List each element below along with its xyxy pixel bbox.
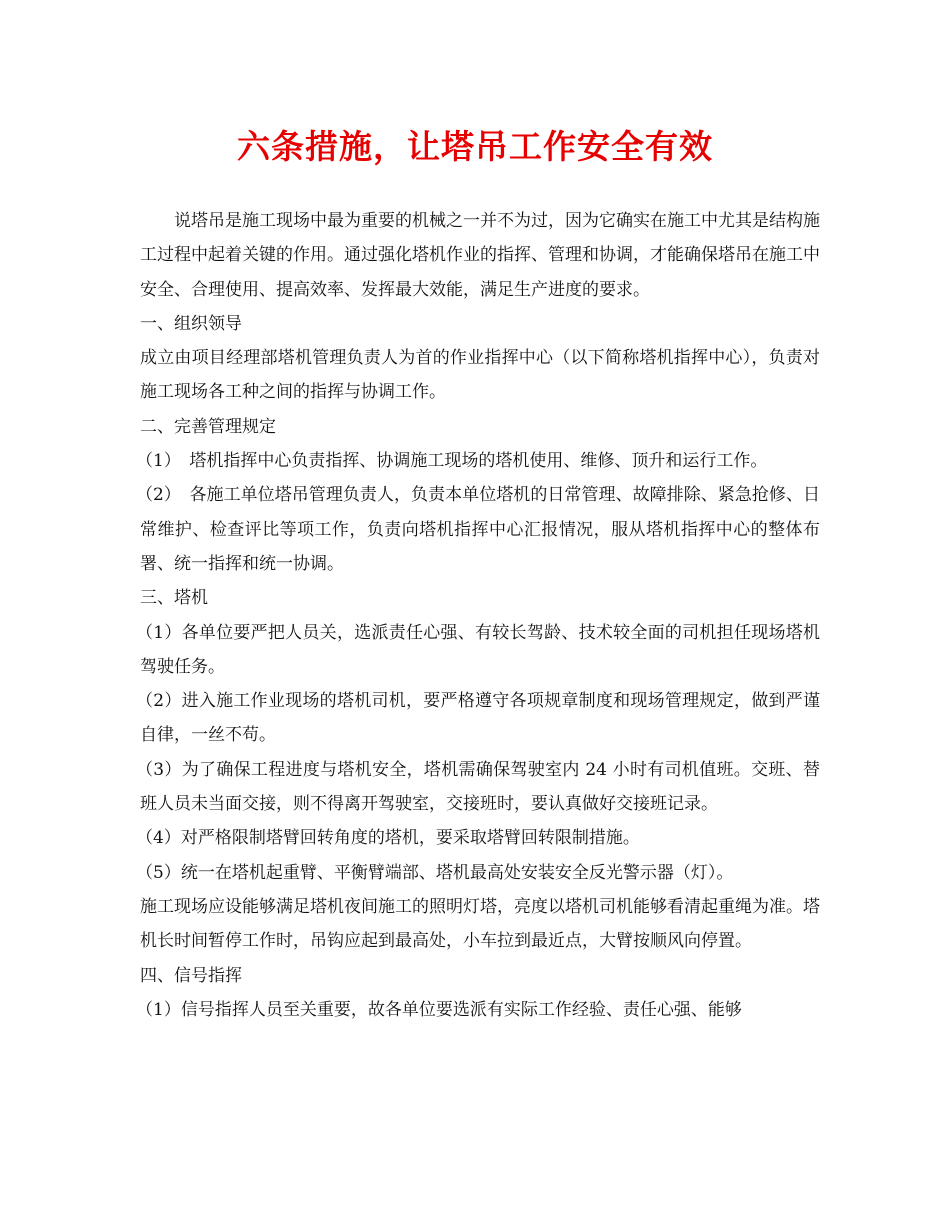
intro-paragraph: 说塔吊是施工现场中最为重要的机械之一并不为过，因为它确实在施工中尤其是结构施工过程中起着关键的作用。通过强化塔机作业的指挥、管理和协调，才能确保塔吊在施工中安全、合理使用、提高效率、发挥最大效能，满足生产进度的要求。 bbox=[140, 211, 820, 300]
management-item-2: （2） 各施工单位塔吊管理负责人，负责本单位塔机的日常管理、故障排除、紧急抢修、日常维护、检查评比等项工作，负责向塔机指挥中心汇报情况，服从塔机指挥中心的整体布署、统一指挥和统一协调。 bbox=[136, 485, 820, 574]
crane-item-5: （5）统一在塔机起重臂、平衡臂端部、塔机最高处安装安全反光警示器（灯）。 bbox=[136, 862, 734, 883]
management-item-1: （1） 塔机指挥中心负责指挥、协调施工现场的塔机使用、维修、顶升和运行工作。 bbox=[136, 451, 768, 472]
organization-paragraph: 成立由项目经理部塔机管理负责人为首的作业指挥中心（以下简称塔机指挥中心），负责对施工现场各工种之间的指挥与协调工作。 bbox=[140, 348, 820, 403]
document-body bbox=[136, 204, 820, 1027]
crane-item-3: （3）为了确保工程进度与塔机安全，塔机需确保驾驶室内 24 小时有司机值班。交班、替班人员未当面交接，则不得离开驾驶室，交接班时，要认真做好交接班记录。 bbox=[136, 759, 820, 815]
crane-item-2: （2）进入施工作业现场的塔机司机，要严格遵守各项规章制度和现场管理规定，做到严谨自律，一丝不苟。 bbox=[136, 691, 820, 746]
signal-item-1: （1）信号指挥人员至关重要，故各单位要选派有实际工作经验、责任心强、能够 bbox=[136, 999, 742, 1020]
section-heading-signal-command: 四、信号指挥 bbox=[140, 965, 242, 986]
document-title: 六条措施，让塔吊工作安全有效 bbox=[237, 127, 713, 166]
lighting-paragraph: 施工现场应设能够满足塔机夜间施工的照明灯塔，亮度以塔机司机能够看清起重绳为准。塔机长时间暂停工作时，吊钩应起到最高处，小车拉到最近点，大臂按顺风向停置。 bbox=[140, 896, 820, 952]
crane-item-1: （1）各单位要严把人员关，选派责任心强、有较长驾龄、技术较全面的司机担任现场塔机驾驶任务。 bbox=[136, 622, 820, 677]
crane-item-4: （4）对严格限制塔臂回转角度的塔机，要采取塔臂回转限制措施。 bbox=[136, 828, 640, 849]
section-heading-management: 二、完善管理规定 bbox=[140, 416, 276, 437]
section-heading-organization: 一、组织领导 bbox=[140, 313, 242, 334]
section-heading-tower-crane: 三、塔机 bbox=[140, 588, 208, 609]
